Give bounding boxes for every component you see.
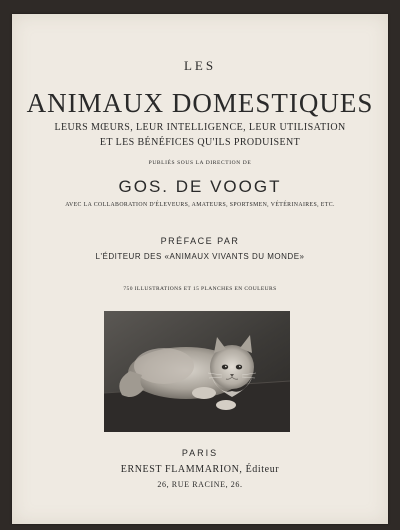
book-cover [12,14,388,524]
direction-note: PUBLIÉS SOUS LA DIRECTION DE [148,160,252,166]
illustrations-note: 750 ILLUSTRATIONS ET 15 PLANCHES EN COULEURS [123,286,277,292]
preface-heading: PRÉFACE PAR [160,236,240,246]
subtitle-line-1: LEURS MŒURS, LEUR INTELLIGENCE, LEUR UTILISATION [54,122,346,133]
collaboration-note: AVEC LA COLLABORATION D'ÉLEVEURS, AMATEURS, SPORTSMEN, VÉTÉRINAIRES, ETC. [65,202,335,208]
author-name: GOS. DE VOOGT [118,177,282,196]
city: PARIS [181,448,219,458]
preface-author: L'ÉDITEUR DES «ANIMAUX VIVANTS DU MONDE» [95,252,305,261]
book-title: ANIMAUX DOMESTIQUES [26,88,374,118]
publisher: ERNEST FLAMMARION, Éditeur [120,464,280,475]
pre-title: LES [183,58,217,73]
subtitle-line-2: ET LES BÉNÉFICES QU'ILS PRODUISENT [99,137,301,148]
cat-photo [104,311,290,432]
publisher-address: 26, RUE RACINE, 26. [157,480,243,489]
